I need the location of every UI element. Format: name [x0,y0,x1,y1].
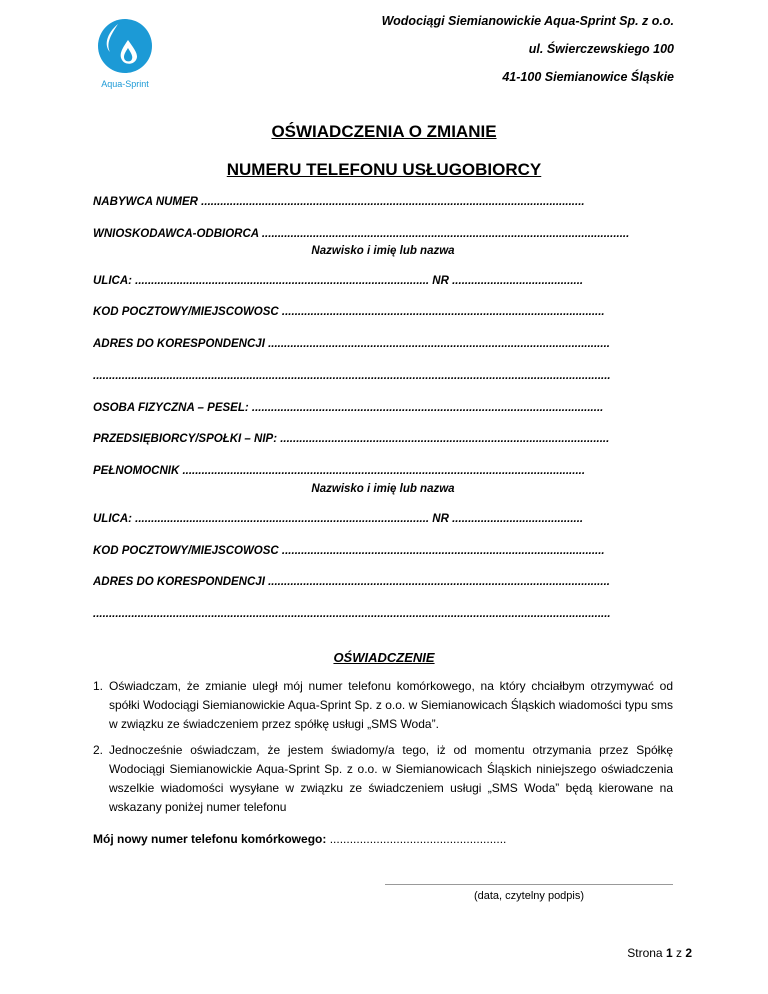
doc-title-line1: OŚWIADCZENIA O ZMIANIE [271,122,497,141]
logo-text: Aqua-Sprint [101,79,149,89]
field-pelnomocnik: PEŁNOMOCNIK .............................................................................................................................. [93,465,586,477]
field-adres-cont: .................................................................................................................................................................. [93,608,611,620]
field-kod-pocztowy: KOD POCZTOWY/MIEJSCOWOŚĆ ..................................................................................................... [93,545,605,557]
company-city: 41-100 Siemianowice Śląskie [502,70,674,84]
field-adres-cont: .................................................................................................................................................................. [93,370,611,382]
doc-title-line2: NUMERU TELEFONU USŁUGOBIORCY [226,160,542,179]
page-sep: z [675,946,682,960]
declaration-item-1 [93,677,673,734]
company-name: Wodociągi Siemianowickie Aqua-Sprint Sp. z o.o. [381,14,674,28]
item-number: 1. [93,679,104,693]
water-drop-icon [88,16,162,80]
field-kod-pocztowy: KOD POCZTOWY/MIEJSCOWOŚĆ ..................................................................................................... [93,306,605,318]
company-street: ul. Świerczewskiego 100 [528,42,674,56]
field-caption: Nazwisko i imię lub nazwa [311,245,455,257]
company-logo [88,16,162,89]
signature-caption: (data, czytelny podpis) [473,890,585,902]
field-ulica: ULICA: ............................................................................................ NR ......................................... [93,513,584,525]
field-adres: ADRES DO KORESPONDENCJI ........................................................................................................... [93,576,610,588]
page-label: Strona [627,946,663,960]
section-heading: OŚWIADCZENIE [333,650,435,665]
field-adres: ADRES DO KORESPONDENCJI ........................................................................................................... [93,338,610,350]
signature-line [385,884,673,885]
new-phone-number-line [93,832,673,846]
field-wnioskodawca: WNIOSKODAWCA-ODBIORCA ................................................................................................................... [93,228,630,240]
item-text: Jednocześnie oświadczam, że jestem świadomy/a tego, iż od momentu otrzymania przez Spółkę Wodociągi Siemianowickie Aqua-Sprint Sp. z o.o. w Siemianowicach Śląskich niniejszego oświadczenia wszelkie wiadomości wysyłane w związku ze świadczeniem usługi „SMS Woda” będą kierowane na wskazany poniżej numer telefonu [109,743,673,814]
page-number [627,946,692,960]
page-total: 2 [685,946,692,960]
field-caption: Nazwisko i imię lub nazwa [311,483,455,495]
item-number: 2. [93,743,104,757]
new-phone-label: Mój nowy numer telefonu komórkowego: [93,832,327,846]
item-text: Oświadczam, że zmianie uległ mój numer telefonu komórkowego, na który chciałbym otrzymywać od spółki Wodociągi Siemianowickie Aqua-Sprint Sp. z o.o. w Siemianowicach Śląskich wiadomości typu sms w związku ze świadczeniem przez spółkę usługi „SMS Woda”. [109,679,673,731]
new-phone-dots: ..................................................... [329,832,507,846]
field-nabywca: NABYWCA NUMER ........................................................................................................................ [93,196,585,208]
field-ulica: ULICA: ............................................................................................ NR ......................................... [93,275,584,287]
declaration-item-2 [93,741,673,817]
field-nip: PRZEDSIĘBIORCY/SPÓŁKI – NIP: ....................................................................................................... [93,433,610,445]
page-current: 1 [665,946,673,960]
field-pesel: OSOBA FIZYCZNA – PESEL: .............................................................................................................. [93,402,604,414]
